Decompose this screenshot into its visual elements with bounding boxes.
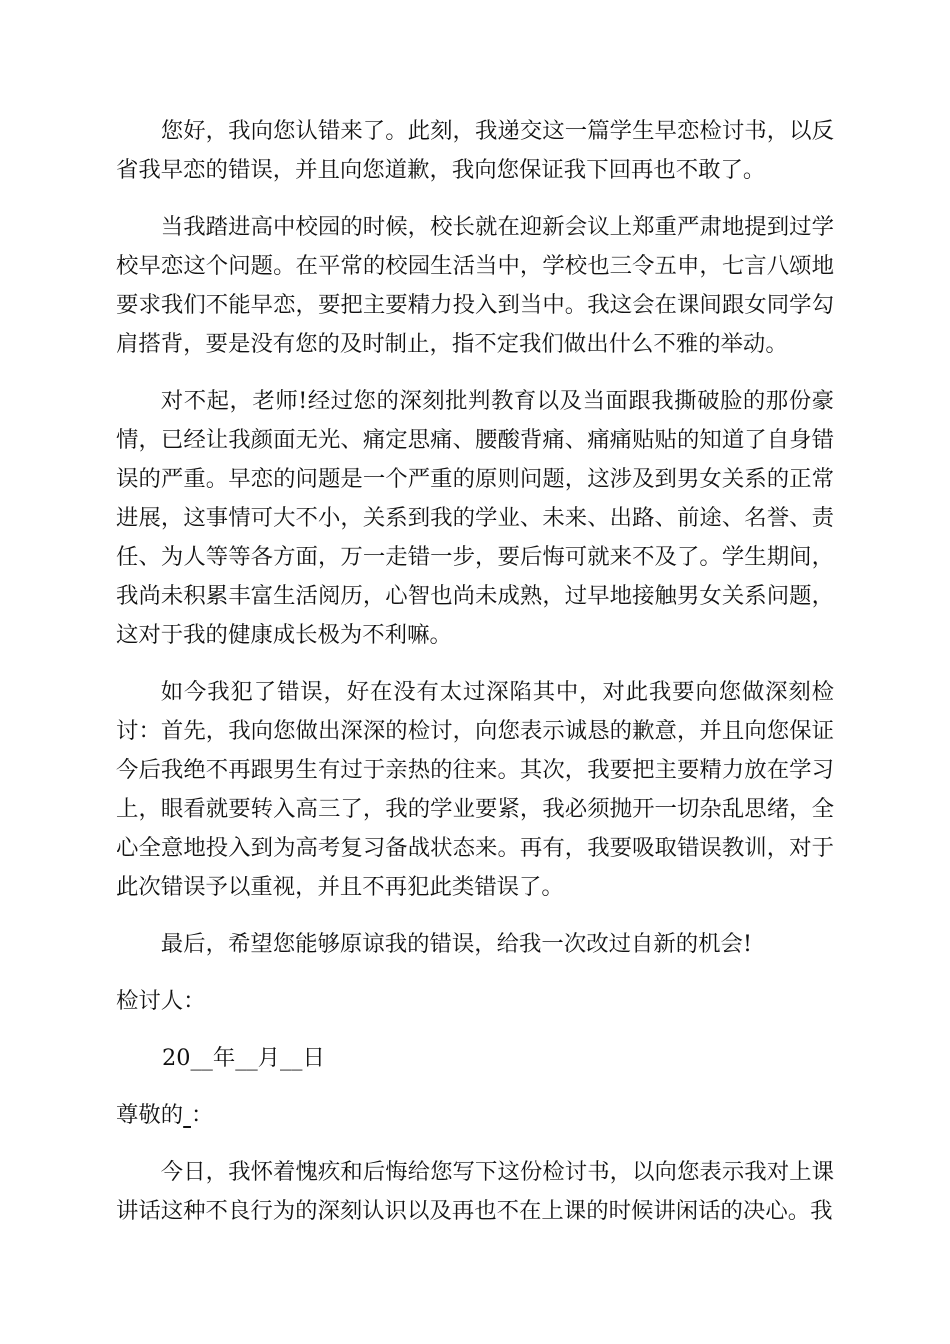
salutation-prefix: 尊敬的 bbox=[116, 1102, 184, 1128]
paragraph-next-letter: 今日，我怀着愧疚和后悔给您写下这份检讨书，以向您表示我对上课讲话这种不良行为的深刻认识以及再也不在上课的时候讲闲话的决心。我 bbox=[116, 1159, 834, 1224]
paragraph-commitment: 如今我犯了错误，好在没有太过深陷其中，对此我要向您做深刻检讨：首先，我向您做出深深的检讨，向您表示诚恳的歉意，并且向您保证今后我绝不再跟男生有过于亲热的往来。其次，我要把主要精力放在学习上，眼看就要转入高三了，我的学业要紧，我必须抛开一切杂乱思绪，全心全意地投入到为高考复习备战状态来。再有，我要吸取错误教训，对于此次错误予以重视，并且不再犯此类错误了。 bbox=[116, 679, 834, 900]
salutation-blank bbox=[183, 1102, 191, 1128]
paragraph-background: 当我踏进高中校园的时候，校长就在迎新会议上郑重严肃地提到过学校早恋这个问题。在平常的校园生活当中，学校也三令五申，七言八颂地要求我们不能早恋，要把主要精力投入到当中。我这会在课间跟女同学勾肩搭背，要是没有您的及时制止，指不定我们做出什么不雅的举动。 bbox=[116, 214, 834, 357]
salutation-suffix: ： bbox=[190, 1102, 214, 1128]
signature-label: 检讨人： bbox=[116, 988, 206, 1014]
paragraph-closing: 最后，希望您能够原谅我的错误，给我一次改过自新的机会! bbox=[160, 931, 752, 957]
salutation bbox=[116, 1096, 834, 1135]
paragraph-greeting: 您好，我向您认错来了。此刻，我递交这一篇学生早恋检讨书，以反省我早恋的错误，并且向您道歉，我向您保证我下回再也不敢了。 bbox=[116, 118, 834, 183]
date-line: 20__年__月__日 bbox=[162, 1045, 325, 1071]
document-page bbox=[116, 112, 834, 1249]
paragraph-apology: 对不起，老师!经过您的深刻批判教育以及当面跟我撕破脸的那份豪情，已经让我颜面无光、痛定思痛、腰酸背痛、痛痛贴贴的知道了自身错误的严重。早恋的问题是一个严重的原则问题，这涉及到男女关系的正常进展，这事情可大不小，关系到我的学业、未来、出路、前途、名誉、责任、为人等等各方面，万一走错一步，要后悔可就来不及了。学生期间，我尚未积累丰富生活阅历，心智也尚未成熟，过早地接触男女关系问题，这对于我的健康成长极为不利嘛。 bbox=[116, 388, 834, 648]
